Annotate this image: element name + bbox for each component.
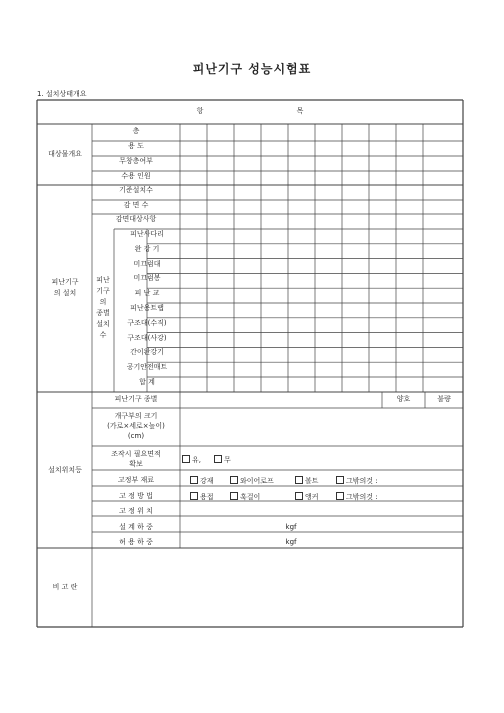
evac-type-label: 피 난 교 <box>134 289 160 298</box>
checkbox-icon <box>295 492 303 500</box>
install-type-label: 피난기구 종별 <box>114 395 158 403</box>
checkbox-icon <box>336 476 344 484</box>
fix-method-label: 고 정 방 법 <box>119 492 153 500</box>
checkbox-icon <box>295 476 303 484</box>
fix-material-opt-1[interactable]: 강재 <box>190 476 214 486</box>
evac-type-label: 공기안전매트 <box>126 363 168 372</box>
evac-type-label: 피난용트랩 <box>130 304 164 312</box>
group-remarks: 비 고 란 <box>52 583 78 591</box>
evac-row-label: 감 면 수 <box>123 201 149 209</box>
area-yes-option[interactable]: 유, <box>182 455 201 465</box>
header-right: 목 <box>296 107 304 115</box>
install-opening-label: 개구부의 크기 (가로×세로×높이) (cm) <box>107 412 165 440</box>
fix-method-opt-1[interactable]: 용접 <box>190 492 214 502</box>
design-load-label: 설 계 하 중 <box>119 523 153 531</box>
group-target: 대상물개요 <box>48 150 82 158</box>
evac-row-label: 기준설치수 <box>119 186 153 194</box>
page-title: 피난기구 성능시험표 <box>192 62 312 76</box>
header-left: 항 <box>196 107 204 115</box>
evac-type-label: 완 강 기 <box>134 244 160 253</box>
evac-row-label: 감면대상사항 <box>115 215 157 223</box>
checkbox-icon <box>214 455 222 463</box>
install-good-label: 양호 <box>396 395 411 403</box>
target-row-label: 용 도 <box>128 142 144 150</box>
fix-material-opt-4[interactable]: 그밖의것 : <box>336 476 378 486</box>
group-evac: 피난기구 의 설치 <box>51 278 79 297</box>
group-evac-sub: 피난 기구 의 종별 설치 수 <box>96 276 110 339</box>
target-row-label: 층 <box>132 127 140 135</box>
group-install: 설치위치등 <box>48 466 82 474</box>
checkbox-icon <box>190 492 198 500</box>
evac-type-label: 미끄럼봉 <box>133 274 161 283</box>
fix-pos-label: 고 정 위 치 <box>119 507 153 515</box>
install-area-label: 조작시 필요면적 확보 <box>111 450 161 468</box>
evac-type-label: 미끄럼대 <box>133 259 161 268</box>
target-row-label: 수용 인원 <box>121 172 151 180</box>
fix-material-opt-3[interactable]: 볼트 <box>295 476 319 486</box>
allow-load-unit: kgf <box>285 538 297 546</box>
evac-type-label: 구조대(사강) <box>127 333 167 342</box>
fix-method-opt-2[interactable]: 훅걸이 <box>230 492 260 502</box>
allow-load-label: 허 용 하 중 <box>119 538 153 546</box>
checkbox-icon <box>230 476 238 484</box>
fix-method-opt-3[interactable]: 앵커 <box>295 492 319 502</box>
install-bad-label: 불량 <box>437 395 451 403</box>
evac-type-label: 간이완강기 <box>130 348 164 357</box>
checkbox-icon <box>336 492 344 500</box>
evac-type-label: 구조대(수직) <box>127 318 167 327</box>
area-no-option[interactable]: 무 <box>214 455 231 465</box>
section-heading: 1. 설치상태개요 <box>37 90 87 98</box>
fix-method-opt-4[interactable]: 그밖의것 : <box>336 492 378 502</box>
evac-type-label: 합 계 <box>139 378 155 386</box>
design-load-unit: kgf <box>285 523 297 531</box>
checkbox-icon <box>230 492 238 500</box>
fix-material-label: 고정부 재료 <box>117 476 155 484</box>
checkbox-icon <box>182 455 190 463</box>
fix-material-opt-2[interactable]: 와이어로프 <box>230 476 274 486</box>
checkbox-icon <box>190 476 198 484</box>
evac-type-label: 피난사다리 <box>130 230 164 238</box>
target-row-label: 무창층여부 <box>119 157 153 165</box>
